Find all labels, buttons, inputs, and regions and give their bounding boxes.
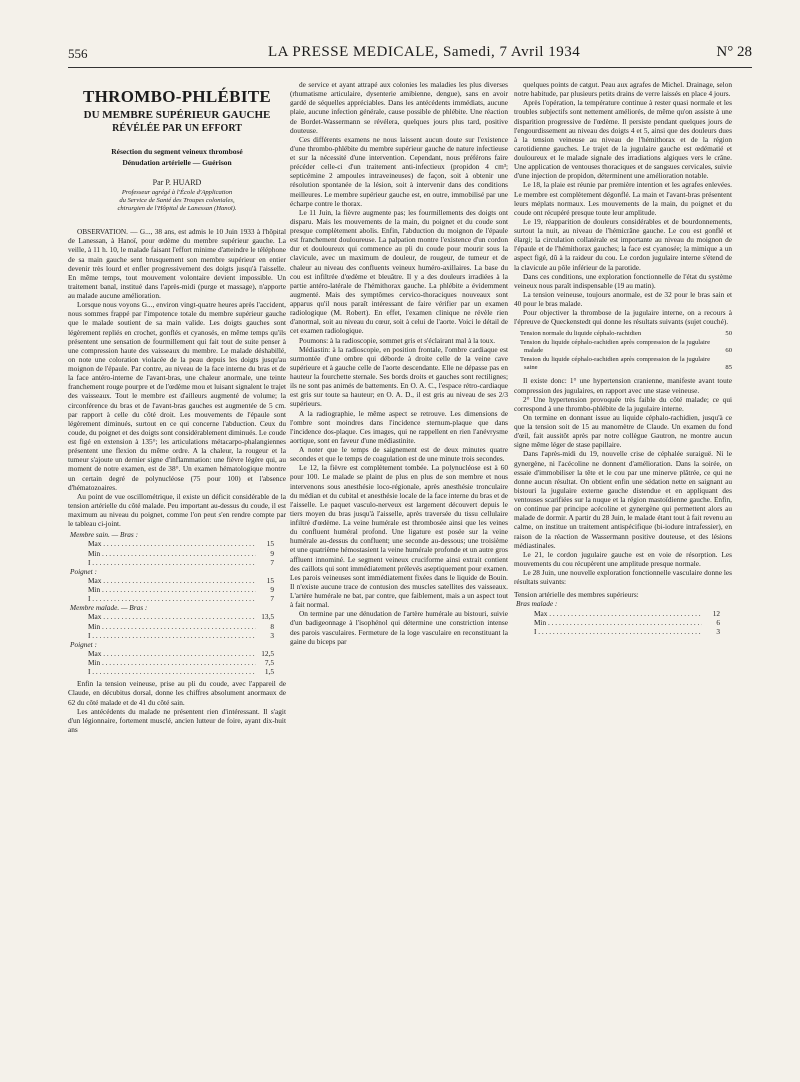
subtitle-line-1: Résection du segment veineux thrombosé xyxy=(111,147,243,156)
row-key: Max . . . xyxy=(88,539,256,548)
table-row xyxy=(514,356,732,373)
row-value: 6 xyxy=(716,617,720,627)
row-value: 7 xyxy=(270,557,274,567)
row-value: 50 xyxy=(725,330,732,338)
paragraph: Pour objectiver la thrombose de la jugulaire interne, on a recours à l'épreuve de Queckenstedt qui donne les résultats suivants (sujet couché). xyxy=(514,308,732,327)
queckenstedt-table xyxy=(514,330,732,372)
paragraph: Après l'opération, la température continue à rester quasi normale et les troubles subjectifs sont nettement améliorés, de même qu'on assiste à une disparition progressive de l'œdème. Il persiste pendant quelques jours de l'engourdissement au niveau des doigts 4 et 5, ainsi que des douleurs dues à la tension veineuse au niveau de l'hémithorax et de la région carotidienne gauches. Le trajet de la jugulaire gauche est œdématié et douloureux et le malade signale des irradiations algiques vers le crâne. Une application de ventouses thoraciques et de sangsues cervicales, suivie d'une injection de propidon, déterminent une amélioration notable. xyxy=(514,98,732,181)
table-group xyxy=(68,567,286,604)
row-key: Min . . . xyxy=(534,618,702,627)
paragraph: On termine en donnant issue au liquide céphalo-rachidien, jusqu'à ce que la tension soit de 15 au manomètre de Claude. Un examen du fond d'œil, fait aussitôt après par notre collègue Gautron, ne montre aucun signe même léger de stase papillaire. xyxy=(514,412,732,450)
paragraph: On termine par une dénudation de l'artère humérale au bistouri, suivie d'un badigeonnage à l'isophénol qui détermine une constriction intense des parois vasculaires. Fermeture de la loge vasculaire en reconstituant la gaine du biceps par xyxy=(290,609,508,646)
paragraph: A la radiographie, le même aspect se retrouve. Les dimensions de l'ombre sont moindres dans l'incidence sternum-plaque que dans l'incidence dos-plaque. Ces images, qui ne rappellent en rien l'anévrysme aortique, sont en faveur d'une médiastinite. xyxy=(290,408,508,445)
table-row xyxy=(68,585,286,594)
row-key: I . . . xyxy=(88,558,256,567)
affiliation-line: Professeur agrégé à l'École d'Application xyxy=(121,189,233,197)
paragraph: Médiastin: à la radioscopie, en position frontale, l'ombre cardiaque est surmontée d'une ombre qui déborde à droite celle de la veine cave supérieure et à gauche celle de l'aorte descendante. Elle ne dépasse pas en hauteur la fourchette sternale. Ses bords droits et gauches sont rectilignes; ils ne sont pas animés de battements. En O. A. C., l'espace rétro-cardiaque est gris sur toute sa hauteur; en O. A. D., il est gris au niveau de ses 2/3 supérieurs. xyxy=(290,344,508,409)
paragraph: A noter que le temps de saignement est de deux minutes quatre secondes et que le temps de coagulation est de une minute trois secondes. xyxy=(290,445,508,464)
row-key: Max . . . xyxy=(534,609,702,618)
table-row xyxy=(68,539,286,548)
issue-number: N° 28 xyxy=(716,44,752,60)
table-group xyxy=(68,603,286,640)
paragraph: quelques points de catgut. Peau aux agrafes de Michel. Drainage, selon notre habitude, par plusieurs petits drains de verre laissés en place 4 jours. xyxy=(514,80,732,99)
table-row xyxy=(68,576,286,585)
table-row xyxy=(68,631,286,640)
paragraph: Dans ces conditions, une exploration fonctionnelle de l'état du système veineux nous paraît indispensable (19 au matin). xyxy=(514,271,732,290)
row-value: 60 xyxy=(725,347,732,355)
paragraph: La tension veineuse, toujours anormale, est de 32 pour le bras sain et 40 pour le bras malade. xyxy=(514,289,732,308)
paragraph: Le 18, la plaie est réunie par première intention et les agrafes enlevées. Le membre est complètement dégonflé. La main et l'avant-bras présentent leurs méplats normaux. Les mouvements de la main, du poignet et du coude ont récupéré presque toute leur amplitude. xyxy=(514,180,732,217)
row-value: 1,5 xyxy=(264,667,274,677)
affiliation-line: chirurgien de l'Hôpital de Lanessan (Hanoï). xyxy=(117,205,237,213)
row-value: 15 xyxy=(266,575,274,585)
paragraph: OBSERVATION. — G..., 38 ans, est admis le 10 Juin 1933 à l'hôpital de Lanessan, à Hanoï, pour œdème du membre supérieur gauche. La veille, à 11 h. 10, le malade faisant l'effort minime d'atteindre le téléphone de sa main gauche sent brusquement son membre supérieur en entier devenir très lourd et enfler progressivement des doigts jusqu'à l'aisselle. En même temps, tout mouvement volontaire devient impossible. Un traitement banal, institué dans l'après-midi (purge et massage), n'apporte au malade aucune amélioration. xyxy=(68,227,286,300)
paragraph: Le 28 Juin, une nouvelle exploration fonctionnelle vasculaire donne les résultats suivants: xyxy=(514,568,732,587)
row-value: 9 xyxy=(270,548,274,558)
row-value: 9 xyxy=(270,585,274,594)
page-header xyxy=(68,44,752,64)
table-row xyxy=(68,612,286,621)
row-value: 3 xyxy=(270,630,274,640)
column-3 xyxy=(514,80,732,636)
paragraph: Les antécédents du malade ne présentent rien d'intéressant. Il s'agit d'un légionnaire, fortement musclé, ancien lutteur de foire, ayant dix-huit ans xyxy=(68,706,286,734)
row-value: 7 xyxy=(270,594,274,604)
paragraph: Le 11 Juin, la fièvre augmente pas; les fourmillements des doigts ont disparu. Mais les mouvements de la main, du poignet et du coude sont presque complètement abolis. Enfin, l'abduction du moignon de l'épaule est franchement douloureuse. La palpation montre l'existence d'un cordon dur et douloureux qui commence au pli du coude pour mourir sous la clavicule, avec un maximum de douleur, de rougeur, de tumeur et de chaleur au niveau des confluents veineux huméro-axillaires. La base du cou est infiltrée d'œdème et bleuâtre. Il y a des douleurs irradiées à la partie antéro-latérale de l'hémithorax gauche. La phlébite a évidemment augmenté. Mais des symptômes cervico-thoraciques nouveaux sont apparus qu'il nous paraît intéressant de faire vérifier par un examen radiologique (M. Robert). En effet, l'examen clinique ne révèle rien d'anormal, soit au niveau du cœur, soit à celui de l'aorte. Voici le détail de cet examen radiologique. xyxy=(290,207,508,336)
table-row xyxy=(68,649,286,658)
paragraph: Le 12, la fièvre est complètement tombée. La polynucléose est à 60 pour 100. Le malade se plaint de plus en plus de son membre et nous intervenons sous anesthésie loco-régionale, après anesthésie tronculaire du médian et du cubital et anesthésie locale de la face interne du bras et de l'aisselle. Le paquet vasculo-nerveux est largement découvert depuis le tiers moyen du bras jusqu'à l'aisselle, après traversée du tissu cellulaire infiltré d'œdème. La veine humérale est thrombosée ainsi que les veines du confluent huméral profond. Une ligature est posée sur la veine humérale au-dessus du confluent; une seconde au-dessous; une troisième et une quatrième hémostasient la veine humérale profonde et un autre gros affluent innominé. Le segment veineux cruciforme ainsi extrait contient des caillots qui sont immédiatement prélevés aseptiquement pour examen. Les parois veineuses sont immédiatement fixées dans le liquide de Bouin. Il n'existe aucune trace de contusion des muscles satellites des vaisseaux. L'artère humérale ne bat, par contre, que faiblement, mais a un aspect tout à fait normal. xyxy=(290,463,508,610)
row-key: I . . . xyxy=(88,594,256,603)
article-title-line3: RÉVÉLÉE PAR UN EFFORT xyxy=(112,123,242,134)
bras-label: Bras malade : xyxy=(516,599,558,609)
table-row xyxy=(68,667,286,676)
table-row xyxy=(68,558,286,567)
row-value: 85 xyxy=(725,364,732,371)
row-value: 12,5 xyxy=(261,648,274,658)
table-group-label: Membre malade. — Bras : xyxy=(70,603,148,613)
table-row xyxy=(514,627,732,636)
table-group-label: Poignet : xyxy=(70,566,97,576)
row-key: Tension du liquide céphalo-rachidien après compression de la jugulaire saine xyxy=(520,355,710,371)
column-1 xyxy=(68,80,286,734)
row-value: 3 xyxy=(716,626,720,636)
oscillometry-table xyxy=(68,530,286,676)
row-key: Min . . . xyxy=(88,549,256,558)
article-subtitle xyxy=(68,146,286,168)
table-group-label: Poignet : xyxy=(70,639,97,649)
column-2 xyxy=(290,80,508,646)
row-key: Tension normale du liquide céphalo-rachidien xyxy=(520,330,642,338)
row-key: I . . . xyxy=(88,631,256,640)
journal-title: LA PRESSE MEDICALE, Samedi, 7 Avril 1934 xyxy=(268,44,581,60)
paragraph: Poumons: à la radioscopie, sommet gris et s'éclairant mal à la toux. xyxy=(299,335,496,345)
row-key: Tension du liquide céphalo-rachidien après compression de la jugulaire malade xyxy=(520,338,710,355)
paragraph: Il existe donc: 1° une hypertension cranienne, manifeste avant toute compression des jugulaires, en rapport avec une stase veineuse. xyxy=(514,376,732,395)
paragraph: de service et ayant attrapé aux colonies les maladies les plus diverses (rhumatisme articulaire, dysenterie amibienne, dengue), sans en avoir gardé de séquelles appréciables. Dans les antécédents immédiats, aucune plaie, aucune infection générale, cause possible de phlébite. Une réaction de Bordet-Wassermann se révélera, quelques jours plus tard, positive douteuse. xyxy=(290,80,508,135)
header-rule xyxy=(68,67,752,68)
paragraph: Lorsque nous voyons G..., environ vingt-quatre heures après l'accident, nous sommes frappé par l'impotence totale du membre supérieur gauche que le malade soutient de sa main valide. Les doigts gauches sont légèrement repliés en crochet, gonflés et cyanosés, en même temps qu'ils présentent une sensation de fourmillement qui fait tout de suite penser à une compression haute des vaisseaux du membre. Le malade déshabillé, on note une coloration violacée de la peau depuis les doigts jusqu'au moignon de l'épaule. Par contre, au niveau de la face interne du bras et de la face antéro-interne de l'avant-bras, une chaleur anormale, une teinte franchement rouge pourpre et de l'œdème mou et luisant signalent le trajet des vaisseaux. Tout le membre est d'ailleurs augmenté de volume; la circonférence du bras et de l'avant-bras gauches est augmentée de 5 cm. par rapport à celle du côté droit. Les mouvements de l'épaule sont légèrement diminués, surtout en ce qui concerne l'abduction. Ceux du coude, du poignet et des doigts sont considérablement diminués. Le coude est figé en extension à 135°; les articulations métacarpo-phalangiennes présentent une flexion du même ordre. A la chaleur, la rougeur et la tumeur s'ajoute un dernier signe d'inflammation: une fièvre légère qui, au moment de notre examen, est de 38°. Un examen hématologique montre un certain degré de polynucléose (75 pour 100) et l'absence d'hématozoaires. xyxy=(68,300,286,492)
author: Par P. HUARD xyxy=(152,178,202,187)
table-row xyxy=(514,330,732,338)
tension-label: Tension artérielle des membres supérieurs: xyxy=(514,590,639,600)
row-key: Max . . . xyxy=(88,576,256,585)
table-row xyxy=(68,549,286,558)
table-row xyxy=(68,594,286,603)
row-value: 13,5 xyxy=(261,612,274,622)
table-row xyxy=(514,609,732,618)
row-key: Max . . . xyxy=(88,612,256,621)
article-title: THROMBO-PHLÉBITE xyxy=(82,87,272,106)
row-key: Min . . . xyxy=(88,658,256,667)
row-key: I . . . xyxy=(88,667,256,676)
table-row xyxy=(514,618,732,627)
row-value: 15 xyxy=(266,539,274,549)
table-group xyxy=(68,640,286,677)
row-value: 8 xyxy=(270,621,274,631)
table-group xyxy=(68,530,286,567)
table-row xyxy=(514,339,732,356)
paragraph: Au point de vue oscillométrique, il existe un déficit considérable de la tension artérielle du côté malade. Peu important au-dessus du coude, il est maximum au niveau du poignet, comme l'on peut s'en rendre compte par le tableau ci-joint. xyxy=(68,491,286,529)
subtitle-line-2: Dénudation artérielle — Guérison xyxy=(122,158,232,167)
row-key: Max . . . xyxy=(88,649,256,658)
row-key: Min . . . xyxy=(88,622,256,631)
paragraph: 2° Une hypertension provoquée très faible du côté malade; ce qui correspond à une thrombo-phlébite de la jugulaire interne. xyxy=(514,394,732,413)
table-row xyxy=(68,658,286,667)
row-key: I . . . xyxy=(534,627,702,636)
row-key: Min . . . xyxy=(88,585,256,594)
article-title-line2: DU MEMBRE SUPÉRIEUR GAUCHE xyxy=(83,109,271,121)
affiliation xyxy=(68,189,286,213)
paragraph: Dans l'après-midi du 19, nouvelle crise de céphalée suraiguë. Ni le gynergène, ni l'acécoline ne donnent d'amélioration. Dans la soirée, on essaie d'immobiliser la tête et le cou par une minerve plâtrée, ce qui ne donne aucun résultat. On obtient enfin une sédation nette en saignant au bistouri la jugulaire externe gauche distendue et en appliquant des ventouses scarifiées sur la nuque et la région mastoïdienne gauche. Enfin, on continue par principe acécoline et gynergène qui permettent alors au malade de dormir. A partir du 28 Juin, le malade étant tout à fait revenu au calme, on institue un traitement antispécifique (bi-iodure intrafessier), en raison de la réaction de Wassermann positive douteuse, et des lésions médiastinales. xyxy=(514,449,732,550)
affiliation-line: du Service de Santé des Troupes coloniales, xyxy=(119,197,235,205)
row-value: 7,5 xyxy=(264,658,274,667)
table-row xyxy=(68,622,286,631)
page-number: 556 xyxy=(68,46,88,61)
paragraph: Le 19, réapparition de douleurs considérables et de bourdonnements, surtout la nuit, au niveau de l'hémicrâne gauche. Le cou est gonflé et élargi; la circulation collatérale est importante au niveau du moignon de l'épaule et de l'hémithorax gauches; la face est cyanosée; la mimique a un aspect figé, dû à la raideur du cou. Le cordon jugulaire interne s'étend de la clavicule au pôle inférieur de la parotide. xyxy=(514,216,732,272)
paragraph: Le 21, le cordon jugulaire gauche est en voie de résorption. Les mouvements du cou récupèrent une amplitude presque normale. xyxy=(514,549,732,568)
table-group-label: Membre sain. — Bras : xyxy=(70,530,139,540)
row-value: 12 xyxy=(712,608,720,618)
paragraph: Ces différents examens ne nous laissent aucun doute sur l'existence d'une thrombo-phlébite du membre supérieur gauche de nature infectieuse et sur la nécessité d'une intervention. Cependant, nous préférons faire précéder celle-ci d'un traitement anti-infectieux (propidon 4 cm³; septicémine 2 ampoules intraveineuses) de façon, soit à obtenir une résolution spontanée de la lésion, soit à intervenir dans des conditions meilleures. Le membre supérieur gauche est, en outre, immobilisé par une écharpe contre le thorax. xyxy=(290,134,508,208)
paragraph: Enfin la tension veineuse, prise au pli du coude, avec l'appareil de Claude, en décubitus dorsal, donne les chiffres absolument anormaux de 62 du côté malade et de 41 du côté sain. xyxy=(68,679,286,707)
